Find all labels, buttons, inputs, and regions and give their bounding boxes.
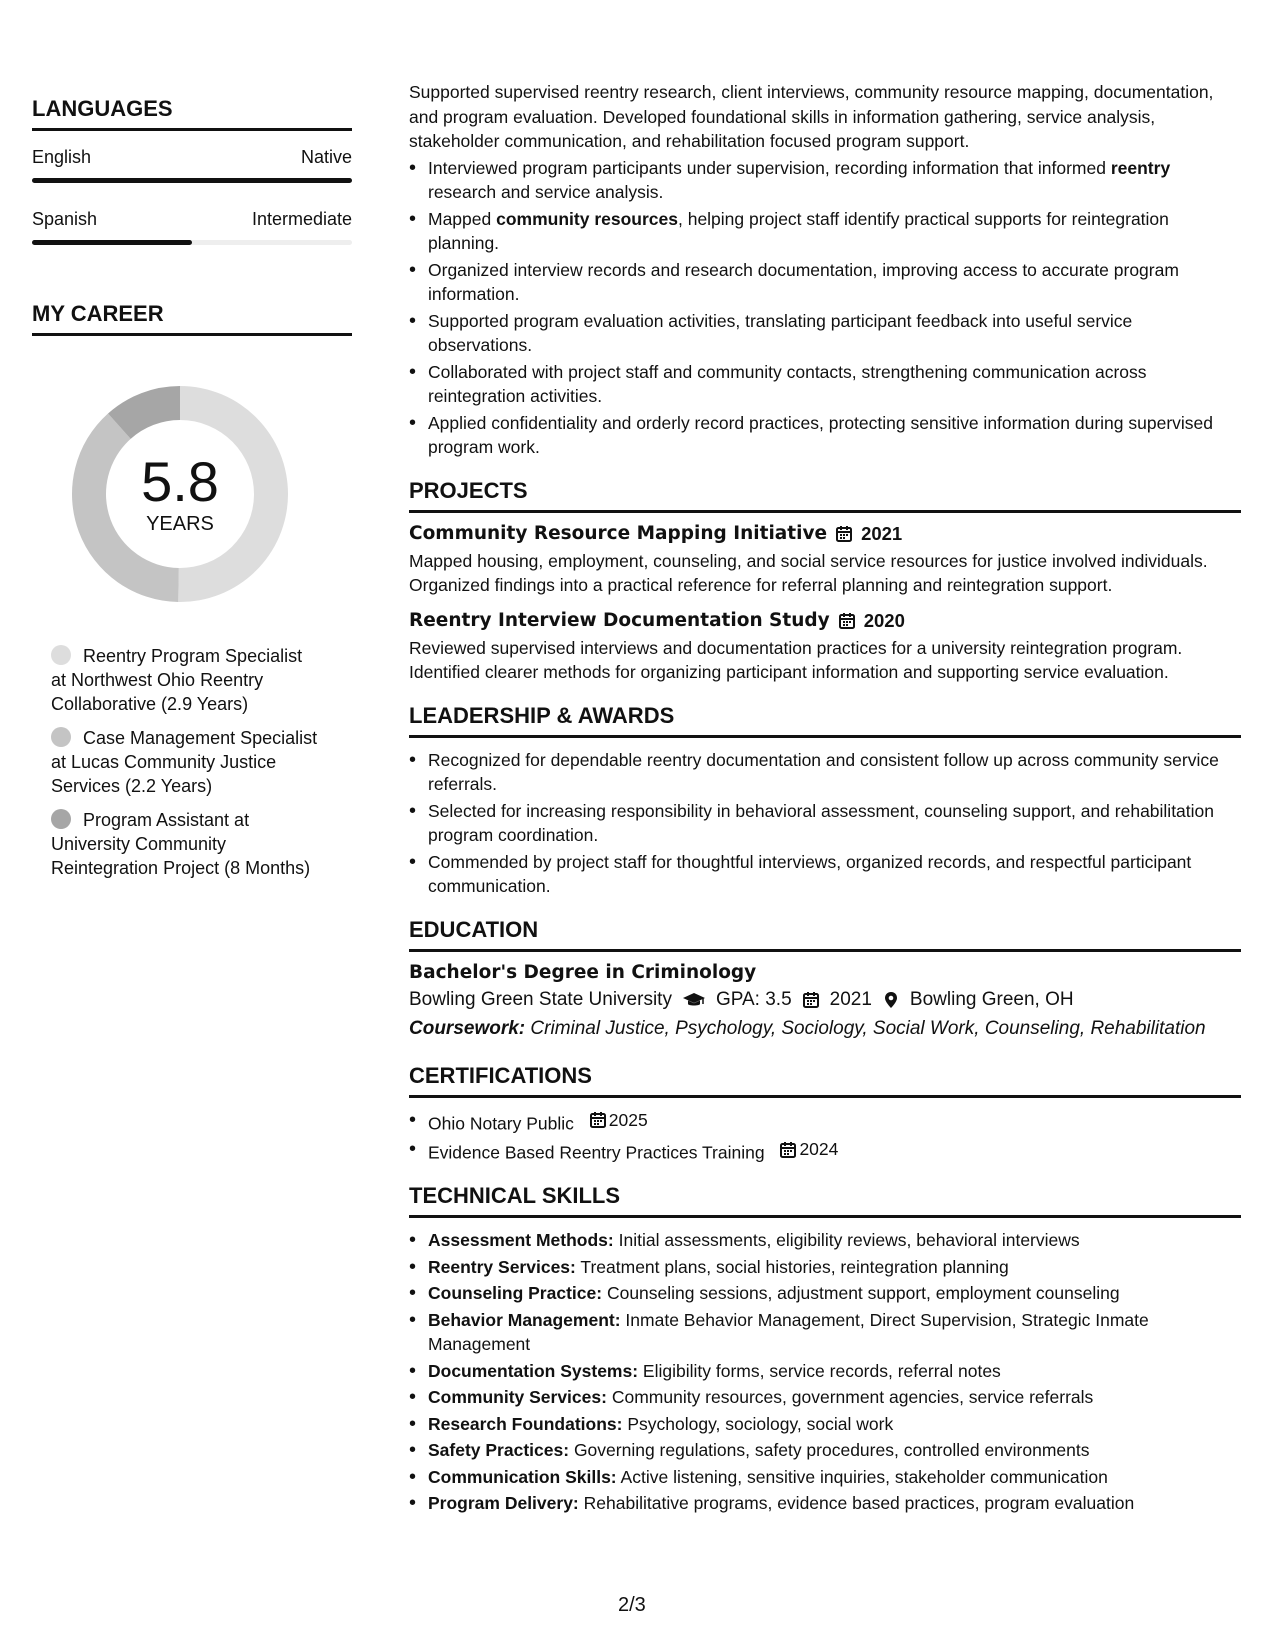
education-school: Bowling Green State University [409, 988, 672, 1010]
page-number: 2/3 [618, 1594, 646, 1616]
project-description: Mapped housing, employment, counseling, and social service resources for justice involved individuals. Organized findings into a practical reference for referral planning and reintegration support. [409, 550, 1208, 595]
skills-list [409, 1228, 1241, 1516]
project-item [409, 523, 1241, 598]
language-english [32, 147, 352, 183]
language-spanish [32, 209, 352, 245]
coursework-list: Criminal Justice, Psychology, Sociology, Social Work, Counseling, Rehabilitation [530, 1017, 1206, 1039]
certifications-list [409, 1108, 1241, 1166]
experience-bullets [409, 156, 1241, 460]
leadership-bullet: • Selected for increasing responsibility in behavioral assessment, counseling support, and rehabilitation program coordination. [409, 799, 1241, 848]
language-proficiency-bar [32, 178, 352, 183]
project-title: Reentry Interview Documentation Study [409, 610, 830, 631]
sidebar [32, 96, 352, 890]
coursework-label: Coursework: [409, 1017, 526, 1039]
calendar-icon [838, 612, 856, 630]
experience-bullet: • Mapped community resources, helping project staff identify practical supports for reintegration planning. [409, 207, 1241, 256]
education-gpa: GPA: 3.5 [715, 988, 792, 1010]
career-legend-label: Reentry Program Specialist at Northwest Ohio Reentry Collaborative (2.9 Years) [51, 646, 303, 714]
education-year: 2021 [829, 988, 872, 1010]
education-details [409, 987, 1241, 1013]
projects-heading: PROJECTS [409, 478, 1241, 513]
skill-item: • Program Delivery: Rehabilitative programs, evidence based practices, program evaluation [409, 1491, 1241, 1516]
career-legend-label: Case Management Specialist at Lucas Community Justice Services (2.2 Years) [51, 728, 318, 796]
certification-item [409, 1108, 1241, 1136]
location-pin-icon [882, 991, 900, 1009]
leadership-bullet: • Commended by project staff for thoughtful interviews, organized records, and respectful participant communication. [409, 850, 1241, 899]
career-heading: MY CAREER [32, 301, 352, 336]
skill-item: • Behavior Management: Inmate Behavior Management, Direct Supervision, Strategic Inmate Management [409, 1308, 1241, 1357]
skill-item: • Safety Practices: Governing regulations, safety procedures, controlled environments [409, 1438, 1241, 1463]
education-coursework [409, 1017, 1241, 1041]
skill-item: • Research Foundations: Psychology, sociology, social work [409, 1412, 1241, 1437]
career-donut-center [66, 380, 294, 608]
experience-bullet: • Interviewed program participants under supervision, recording information that informed reentry research and service analysis. [409, 156, 1241, 205]
experience-bullet: • Supported program evaluation activities, translating participant feedback into useful service observations. [409, 309, 1241, 358]
skill-item: • Community Services: Community resources, government agencies, service referrals [409, 1385, 1241, 1410]
career-legend-item [51, 808, 321, 880]
calendar-icon [779, 1141, 797, 1159]
education-degree: Bachelor's Degree in Criminology [409, 961, 757, 983]
leadership-bullets [409, 748, 1241, 899]
skill-item: • Assessment Methods: Initial assessments, eligibility reviews, behavioral interviews [409, 1228, 1241, 1253]
education-location: Bowling Green, OH [909, 988, 1074, 1010]
project-year: 2020 [863, 609, 905, 631]
language-name: Spanish [32, 209, 98, 229]
experience-summary: Supported supervised reentry research, client interviews, community resource mapping, documentation, and program evaluation. Developed foundational skills in information gathering, service analysis, stakeholder communication, and rehabilitation focused program support. [409, 82, 1214, 151]
language-name: English [32, 147, 92, 167]
calendar-icon [589, 1111, 607, 1129]
project-description: Reviewed supervised interviews and documentation practices for a university reintegration program. Identified clearer methods for organizing participant information and supporting service evaluation. [409, 637, 1183, 682]
experience-bullet: • Organized interview records and research documentation, improving access to accurate program information. [409, 258, 1241, 307]
career-total-years: 5.8 [141, 449, 219, 513]
experience-bullet: • Applied confidentiality and orderly record practices, protecting sensitive information during supervised program work. [409, 411, 1241, 460]
certification-year: 2024 [799, 1139, 839, 1160]
certification-name: Ohio Notary Public [428, 1112, 574, 1133]
education-heading: EDUCATION [409, 917, 1241, 952]
legend-dot-icon [51, 727, 71, 747]
skill-item: • Reentry Services: Treatment plans, social histories, reintegration planning [409, 1255, 1241, 1280]
calendar-icon [835, 525, 853, 543]
calendar-icon [802, 991, 820, 1009]
leadership-heading: LEADERSHIP & AWARDS [409, 703, 1241, 738]
certifications-heading: CERTIFICATIONS [409, 1063, 1241, 1098]
language-proficiency-fill [32, 178, 352, 183]
language-proficiency-fill [32, 240, 192, 245]
career-legend-item [51, 644, 321, 716]
skill-item: • Counseling Practice: Counseling sessions, adjustment support, employment counseling [409, 1281, 1241, 1306]
language-level: Native [300, 147, 352, 167]
project-year: 2021 [861, 522, 903, 544]
graduation-cap-icon [682, 991, 706, 1009]
career-legend [32, 644, 352, 880]
certification-name: Evidence Based Reentry Practices Training [428, 1142, 765, 1163]
language-level: Intermediate [251, 209, 352, 229]
skill-item: • Communication Skills: Active listening, sensitive inquiries, stakeholder communication [409, 1465, 1241, 1490]
career-total-unit: YEARS [146, 512, 214, 535]
project-item [409, 610, 1241, 685]
experience-bullet: • Collaborated with project staff and community contacts, strengthening communication across reintegration activities. [409, 360, 1241, 409]
career-legend-item [51, 726, 321, 798]
career-donut-chart [66, 380, 294, 608]
main-column [409, 80, 1241, 1516]
project-title: Community Resource Mapping Initiative [409, 523, 828, 544]
certification-item [409, 1137, 1241, 1165]
legend-dot-icon [51, 809, 71, 829]
skills-heading: TECHNICAL SKILLS [409, 1183, 1241, 1218]
leadership-bullet: • Recognized for dependable reentry documentation and consistent follow up across community service referrals. [409, 748, 1241, 797]
legend-dot-icon [51, 645, 71, 665]
language-proficiency-bar [32, 240, 352, 245]
career-legend-label: Program Assistant at University Community Reintegration Project (8 Months) [51, 810, 311, 878]
certification-year: 2025 [608, 1109, 648, 1130]
languages-heading: LANGUAGES [32, 96, 352, 131]
skill-item: • Documentation Systems: Eligibility forms, service records, referral notes [409, 1359, 1241, 1384]
